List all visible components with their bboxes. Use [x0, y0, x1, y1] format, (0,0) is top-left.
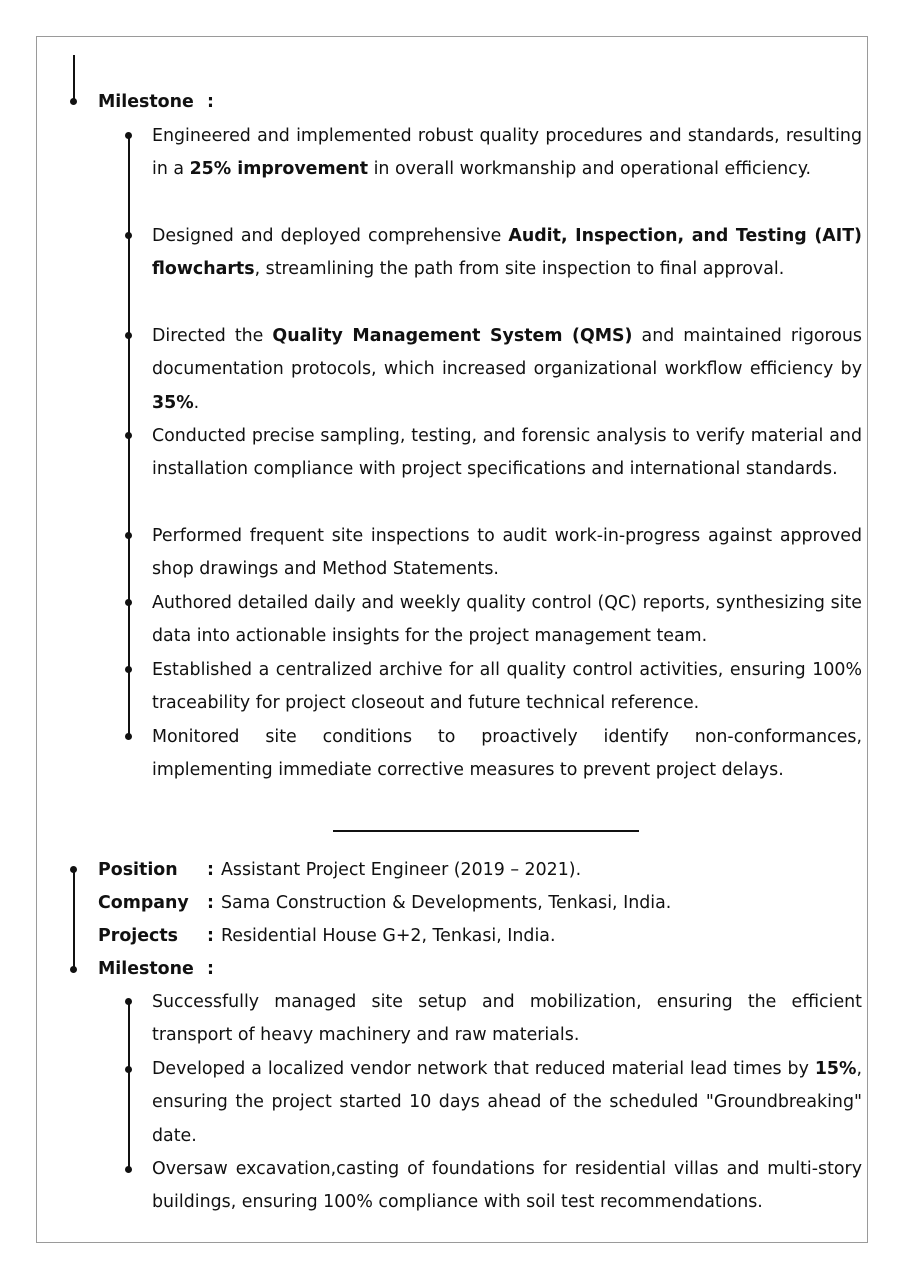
projects-label: Projects	[98, 926, 178, 946]
bullet-dot	[125, 998, 132, 1005]
position-colon: :	[207, 860, 214, 880]
milestone-bullet: Engineered and implemented robust quality procedures and standards, resulting in a 25% improvement in overall workmanship and operational efficiency.	[152, 126, 862, 180]
milestone-bullet: Authored detailed daily and weekly quality control (QC) reports, synthesizing site data into actionable insights for the project management team.	[152, 593, 862, 647]
timeline-dot	[70, 966, 77, 973]
milestone-colon: :	[207, 92, 214, 112]
timeline-dot	[70, 98, 77, 105]
bullet-dot	[125, 532, 132, 539]
timeline-line	[73, 55, 75, 102]
company-value: Sama Construction & Developments, Tenkasi, India.	[221, 893, 672, 913]
milestone-label: Milestone	[98, 959, 194, 979]
timeline-line	[73, 870, 75, 969]
bullet-timeline-line	[128, 1003, 130, 1169]
bullet-dot	[125, 733, 132, 740]
bullet-dot	[125, 599, 132, 606]
bullet-dot	[125, 1066, 132, 1073]
milestone-label: Milestone	[98, 92, 194, 112]
milestone-bullet: Directed the Quality Management System (QMS) and maintained rigorous documentation protocols, which increased organizational workflow efficiency by 35%.	[152, 326, 862, 413]
bullet-dot	[125, 332, 132, 339]
projects-value: Residential House G+2, Tenkasi, India.	[221, 926, 556, 946]
timeline-dot	[70, 866, 77, 873]
company-label: Company	[98, 893, 189, 913]
milestone-bullet: Performed frequent site inspections to audit work-in-progress against approved shop drawings and Method Statements.	[152, 526, 862, 580]
bullet-dot	[125, 666, 132, 673]
position-label: Position	[98, 860, 178, 880]
position-value: Assistant Project Engineer (2019 – 2021).	[221, 860, 582, 880]
bullet-dot	[125, 132, 132, 139]
milestone-bullet: Established a centralized archive for all quality control activities, ensuring 100% traceability for project closeout and future technical reference.	[152, 660, 862, 714]
bullet-dot	[125, 232, 132, 239]
milestone-bullet: Designed and deployed comprehensive Audit, Inspection, and Testing (AIT) flowcharts, streamlining the path from site inspection to final approval.	[152, 226, 863, 280]
milestone-bullet: Conducted precise sampling, testing, and forensic analysis to verify material and installation compliance with project specifications and international standards.	[152, 426, 862, 480]
projects-colon: :	[207, 926, 214, 946]
company-colon: :	[207, 893, 214, 913]
bullet-dot	[125, 432, 132, 439]
bullet-dot	[125, 1166, 132, 1173]
milestone-bullet: Monitored site conditions to proactively identify non-conformances, implementing immediate corrective measures to prevent project delays.	[152, 727, 862, 781]
milestone-colon: :	[207, 959, 214, 979]
milestone-bullet: Developed a localized vendor network that reduced material lead times by 15%, ensuring the project started 10 days ahead of the scheduled "Groundbreaking" date.	[152, 1059, 862, 1146]
section-divider	[333, 830, 639, 832]
milestone-bullet: Oversaw excavation,casting of foundations for residential villas and multi-story buildings, ensuring 100% compliance with soil test recommendations.	[152, 1159, 862, 1213]
milestone-bullet: Successfully managed site setup and mobilization, ensuring the efficient transport of heavy machinery and raw materials.	[152, 992, 862, 1046]
